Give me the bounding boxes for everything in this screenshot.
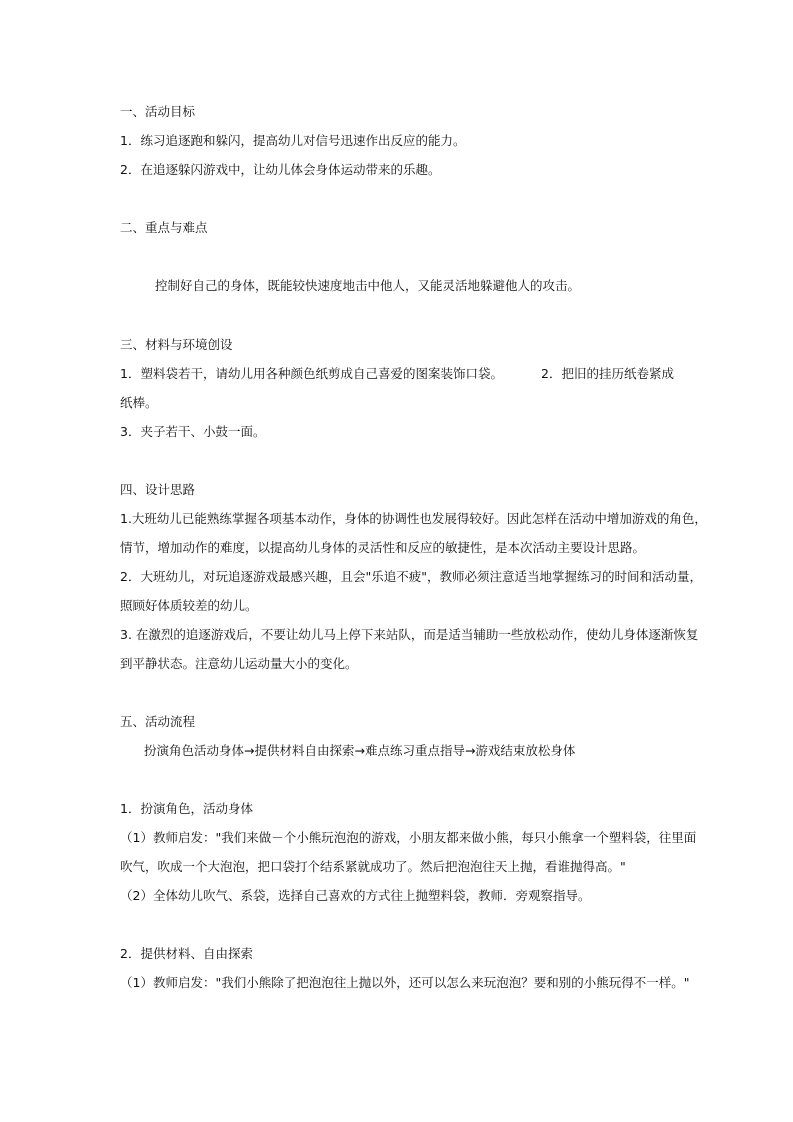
design-line-2: 情节，增加动作的难度，以提高幼儿身体的灵活性和反应的敏捷性，是本次活动主要设计思路。 [120,540,646,555]
design-line-5: 3. 在激烈的追逐游戏后，不要让幼儿马上停下来站队，而是适当辅助一些放松动作，使幼儿身体逐渐恢复 [120,627,699,642]
section-heading-process: 五、活动流程 [120,714,196,729]
process-part-1-title: 1．扮演角色，活动身体 [120,801,253,816]
section-heading-goals: 一、活动目标 [120,104,196,119]
material-item-2-part2: 纸棒。 [120,395,158,410]
material-item-2-part1: 2．把旧的挂历纸卷紧成 [541,366,674,381]
process-part-1-line-2: 吹气，吹成一个大泡泡，把口袋打个结系紧就成功了。然后把泡泡往天上抛，看谁抛得高。" [120,859,626,874]
section-heading-key-points: 二、重点与难点 [120,220,208,235]
section-heading-materials: 三、材料与环境创设 [120,337,233,352]
goal-item-2: 2．在追逐躲闪游戏中，让幼儿体会身体运动带来的乐趣。 [120,162,441,177]
design-line-4: 照顾好体质较差的幼儿。 [120,598,258,613]
process-part-2-title: 2．提供材料、自由探索 [120,946,253,961]
process-part-1-line-3: （2）全体幼儿吹气、系袋，选择自己喜欢的方式往上抛塑料袋，教师．旁观察指导。 [120,888,591,903]
material-item-3: 3．夹子若干、小鼓一面。 [120,424,266,439]
goal-item-1: 1．练习追逐跑和躲闪，提高幼儿对信号迅速作出反应的能力。 [120,133,466,148]
design-line-6: 到平静状态。注意幼儿运动量大小的变化。 [120,656,358,671]
design-line-3: 2．大班幼儿，对玩追逐游戏最感兴趣，且会"乐追不疲"，教师必须注意适当地掌握练习的时间和活动量， [120,569,702,584]
process-part-1-line-1: （1）教师启发："我们来做－个小熊玩泡泡的游戏，小朋友都来做小熊，每只小熊拿一个塑料袋，往里面 [120,830,697,845]
process-flow: 扮演角色活动身体→提供材料自由探索→难点练习重点指导→游戏结束放松身体 [144,743,576,758]
design-line-1: 1.大班幼儿已能熟练掌握各项基本动作，身体的协调性也发展得较好。因此怎样在活动中增加游戏的角色， [120,511,707,526]
key-points-text: 控制好自己的身体，既能较快速度地击中他人，又能灵活地躲避他人的攻击。 [155,278,581,293]
material-item-1: 1．塑料袋若干，请幼儿用各种颜色纸剪成自己喜爱的图案装饰口袋。 [120,366,503,381]
process-part-2-line-1: （1）教师启发："我们小熊除了把泡泡往上抛以外，还可以怎么来玩泡泡？要和别的小熊玩得不一样。" [120,975,690,990]
section-heading-design: 四、设计思路 [120,482,196,497]
